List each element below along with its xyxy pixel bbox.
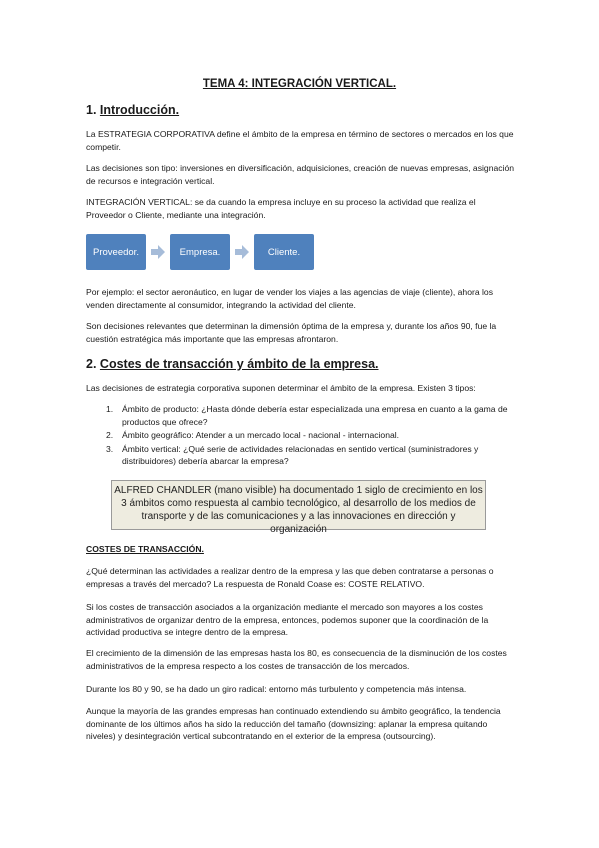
subheading-costes-transaccion: COSTES DE TRANSACCIÓN.: [86, 544, 204, 554]
list-item: [106, 429, 511, 442]
list-number: 2.: [106, 430, 114, 440]
right-arrow-icon: [235, 245, 249, 259]
section-heading-intro: [86, 103, 179, 117]
paragraph: Las decisiones son tipo: inversiones en diversificación, adquisiciones, creación de nuevas empresas, asignación de recursos e integración vertical.: [86, 163, 515, 186]
vertical-integration-flow: [86, 234, 426, 270]
flow-box-empresa: Empresa.: [170, 234, 230, 270]
list-number: 3.: [106, 443, 114, 454]
list-number: 1.: [106, 404, 114, 414]
section-title: Introducción.: [99, 103, 180, 117]
paragraph: ¿Qué determinan las actividades a realizar dentro de la empresa y las que deben contratarse a personas o empresas a través del mercado? La respuesta de Ronald Coase es: COSTE RELATIVO.: [86, 566, 494, 589]
list-item-text: Ámbito geográfico: Atender a un mercado local - nacional - internacional.: [122, 430, 400, 440]
paragraph: Son decisiones relevantes que determinan la dimensión óptima de la empresa y, durante los años 90, fue la cuestión estratégica más importante que las empresas afrontaron.: [86, 321, 497, 344]
list-item: [106, 443, 511, 468]
page-title: TEMA 4: INTEGRACIÓN VERTICAL.: [202, 78, 397, 90]
section-number: 2.: [86, 357, 97, 371]
section-heading-costes: [86, 357, 379, 371]
ambito-list: [106, 403, 511, 469]
section-number: 1.: [86, 103, 97, 117]
paragraph: Durante los 80 y 90, se ha dado un giro radical: entorno más turbulento y competencia más intensa.: [86, 684, 467, 694]
list-item-text: Ámbito de producto: ¿Hasta dónde debería estar especializada una empresa en cuanto a la gama de productos que ofrece?: [122, 404, 508, 427]
paragraph: Aunque la mayoría de las grandes empresas han continuado extendiendo su ámbito geográfico, la tendencia dominante de los últimos años ha sido la reducción del tamaño (downsizing: aplanar la empresa quitando niveles) y desintegración vertical subcontratando en el exterior de la empresa (outsourcing).: [86, 706, 501, 741]
paragraph: El crecimiento de la dimensión de las empresas hasta los 80, es consecuencia de la disminución de los costes administrativos de la empresa respecto a los costes de transacción de los mercados.: [86, 648, 507, 671]
paragraph: Si los costes de transacción asociados a la organización mediante el mercado son mayores a los costes administrativos de organizar dentro de la empresa, entonces, podemos suponer que la coordinación de la actividad productiva se integre dentro de la empresa.: [86, 602, 489, 637]
chandler-quote-box: ALFRED CHANDLER (mano visible) ha documentado 1 siglo de crecimiento en los 3 ámbitos como respuesta al cambio tecnológico, al desarrollo de los medios de transporte y de las comunicaciones y a las innovaciones en dirección y organización: [111, 480, 486, 530]
section-title: Costes de transacción y ámbito de la empresa.: [99, 357, 379, 371]
paragraph: INTEGRACIÓN VERTICAL: se da cuando la empresa incluye en su proceso la actividad que realiza el Proveedor o Cliente, mediante una integración.: [86, 197, 476, 220]
list-item: [106, 403, 511, 428]
paragraph: La ESTRATEGIA CORPORATIVA define el ámbito de la empresa en término de sectores o mercados en los que competir.: [86, 129, 514, 152]
flow-box-cliente: Cliente.: [254, 234, 314, 270]
right-arrow-icon: [151, 245, 165, 259]
paragraph: Por ejemplo: el sector aeronáutico, en lugar de vender los viajes a las agencias de viaje (cliente), ahora los venden directamente al consumidor, integrando la actividad del cliente.: [86, 287, 493, 310]
list-item-text: Ámbito vertical: ¿Qué serie de actividades relacionadas en sentido vertical (suministradores y distribuidores) debería abarcar la empresa?: [122, 443, 479, 466]
flow-box-proveedor: Proveedor.: [86, 234, 146, 270]
paragraph: Las decisiones de estrategia corporativa suponen determinar el ámbito de la empresa. Existen 3 tipos:: [86, 383, 476, 393]
